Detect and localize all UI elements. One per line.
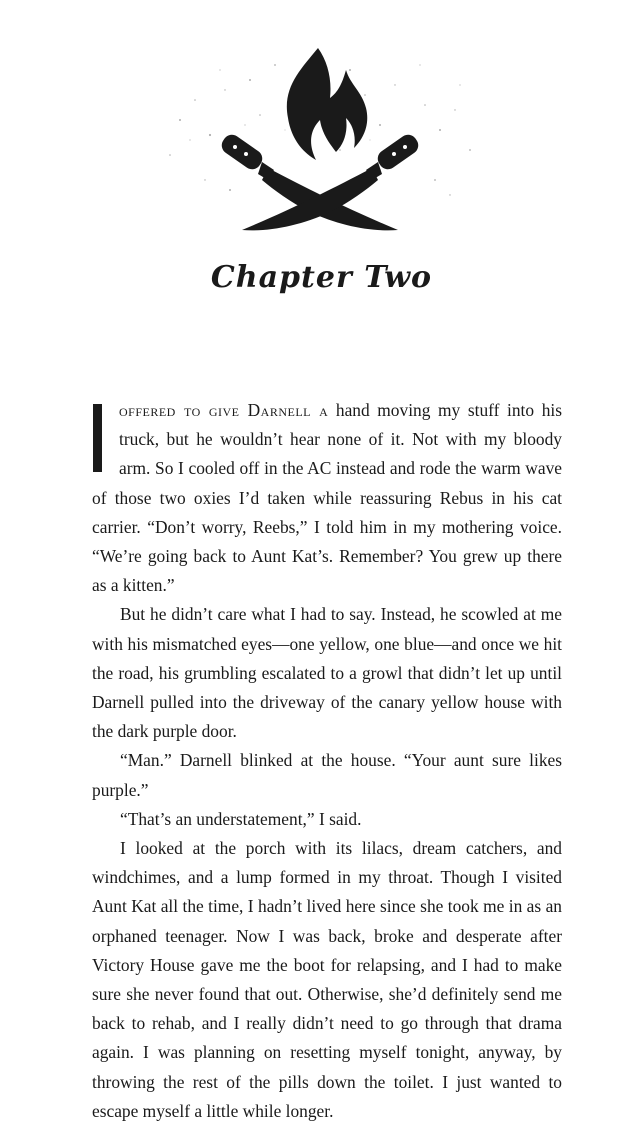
paragraph-4: “That’s an understatement,” I said. xyxy=(120,808,362,829)
paragraph-1 xyxy=(92,396,562,600)
chapter-title: Chapter Two xyxy=(210,260,433,295)
flame-over-crossed-knives-icon xyxy=(150,40,490,250)
lead-in-smallcaps: offered to give Darnell a xyxy=(119,400,329,420)
chapter-body xyxy=(92,396,562,1126)
flame-shape xyxy=(287,48,367,160)
paragraph-5: I looked at the porch with its lilacs, dream catchers, and windchimes, and a lump formed in my throat. Though I visited Aunt Kat all the time, I hadn’t lived here since she took me in as an orphaned teenager. Now I was back, broke and desperate after Victory House gave me the boot for relapsing, and I had to make sure she never found that out. Otherwise, she’d definitely send me back to rehab, and I really didn’t need to go through that drama again. I was planning on resetting myself tonight, anyway, by throwing the rest of the pills down the toilet. I just wanted to escape myself a little while longer. xyxy=(92,838,562,1121)
paragraph-1-text: hand moving my stuff into his truck, but he wouldn’t hear none of it. Not with my bloody arm. So I cooled off in the AC instead and rode the warm wave of those two oxies I’d taken while reassuring Rebus in his cat carrier. “Don’t worry, Reebs,” I told him in my mothering voice. “We’re going back to Aunt Kat’s. Remember? You grew up there as a kitten.” xyxy=(92,400,562,596)
paragraph-3: “Man.” Darnell blinked at the house. “Your aunt sure likes purple.” xyxy=(92,750,562,800)
dropcap-i xyxy=(93,404,102,472)
paragraph-2: But he didn’t care what I had to say. Instead, he scowled at me with his mismatched eyes—one yellow, one blue—and once we hit the road, his grumbling escalated to a growl that didn’t let up until Darnell pulled into the driveway of the canary yellow house with the dark purple door. xyxy=(92,604,562,742)
